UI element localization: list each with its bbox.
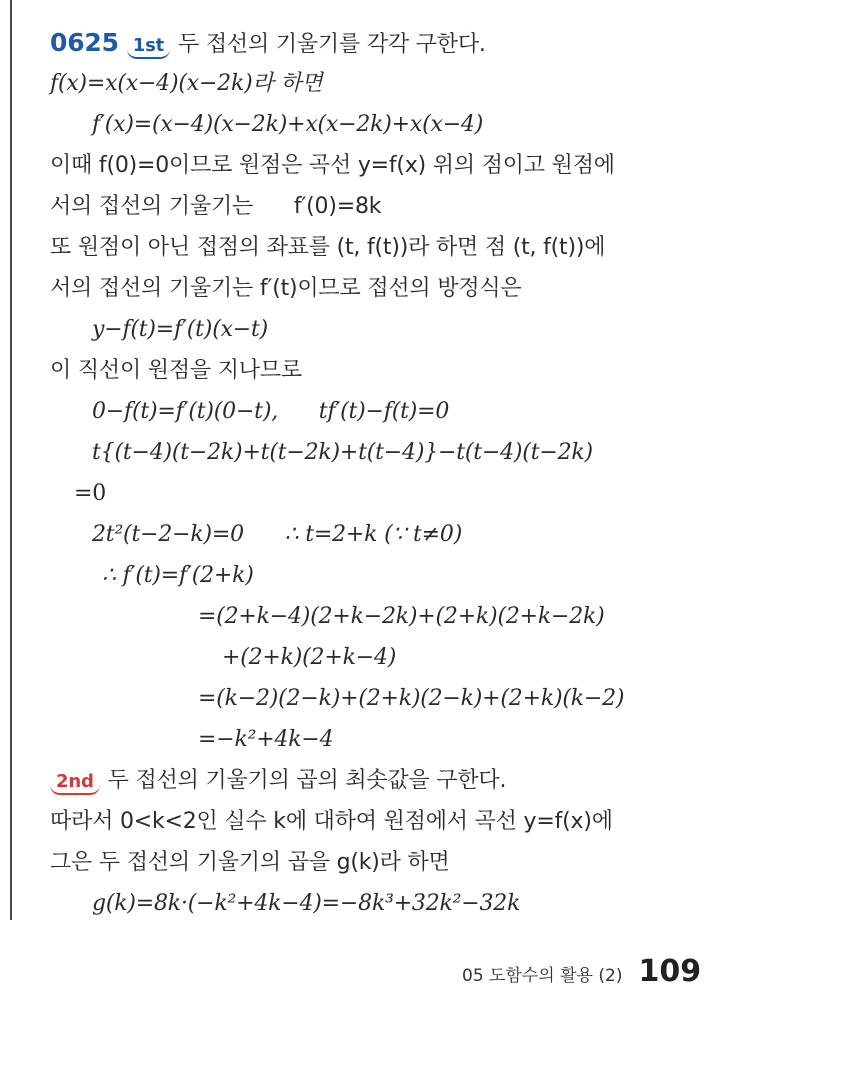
line-equals-zero: =0: [74, 481, 107, 506]
page-footer: [462, 950, 701, 994]
line-product-intro: 따라서 0<k<2인 실수 k에 대하여 원점에서 곡선 y=f(x)에: [50, 809, 613, 834]
line-slope-at-t: ∴ f′(t)=f′(2+k): [102, 563, 254, 588]
step1-badge: 1st: [127, 35, 170, 59]
line-expand-2: +(2+k)(2+k−4): [222, 645, 397, 670]
problem-number: 0625: [50, 28, 119, 57]
solution-body: [50, 22, 840, 924]
step1-title: 두 접선의 기울기를 각각 구한다.: [178, 32, 486, 57]
line-origin-slope: 서의 접선의 기울기는 f′(0)=8k: [50, 194, 382, 219]
chapter-label: 05 도함수의 활용 (2): [462, 966, 623, 986]
left-margin-rule: [10, 0, 12, 920]
step1-heading: [50, 22, 840, 63]
line-factor: =(k−2)(2−k)+(2+k)(2−k)+(2+k)(k−2): [198, 686, 625, 711]
line-function-def: f(x)=x(x−4)(x−2k)라 하면: [50, 71, 323, 96]
line-tangent-equation: y−f(t)=f′(t)(x−t): [92, 317, 269, 342]
line-other-point: 또 원점이 아닌 접점의 좌표를 (t, f(t))라 하면 점 (t, f(t))에: [50, 235, 606, 260]
line-derivative: f′(x)=(x−4)(x−2k)+x(x−2k)+x(x−4): [92, 112, 484, 137]
line-product-def: 그은 두 접선의 기울기의 곱을 g(k)라 하면: [50, 850, 450, 875]
line-expand-1: =(2+k−4)(2+k−2k)+(2+k)(2+k−2k): [198, 604, 605, 629]
step2-heading: [50, 760, 840, 801]
step2-title: 두 접선의 기울기의 곱의 최솟값을 구한다.: [107, 768, 507, 793]
line-simplified: =−k²+4k−4: [198, 727, 334, 752]
line-tangent-intro: 서의 접선의 기울기는 f′(t)이므로 접선의 방정식은: [50, 276, 522, 301]
step2-badge: 2nd: [50, 771, 100, 795]
line-g-of-k: g(k)=8k·(−k²+4k−4)=−8k³+32k²−32k: [92, 891, 521, 916]
line-solve-t: 2t²(t−2−k)=0 ∴ t=2+k (∵ t≠0): [92, 522, 463, 547]
line-origin-on-curve: 이때 f(0)=0이므로 원점은 곡선 y=f(x) 위의 점이고 원점에: [50, 153, 615, 178]
line-substitution: 0−f(t)=f′(t)(0−t), tf′(t)−f(t)=0: [92, 399, 450, 424]
line-passes-origin: 이 직선이 원점을 지나므로: [50, 358, 302, 383]
line-expansion: t{(t−4)(t−2k)+t(t−2k)+t(t−4)}−t(t−4)(t−2k): [92, 440, 593, 465]
page-number: 109: [638, 954, 702, 989]
